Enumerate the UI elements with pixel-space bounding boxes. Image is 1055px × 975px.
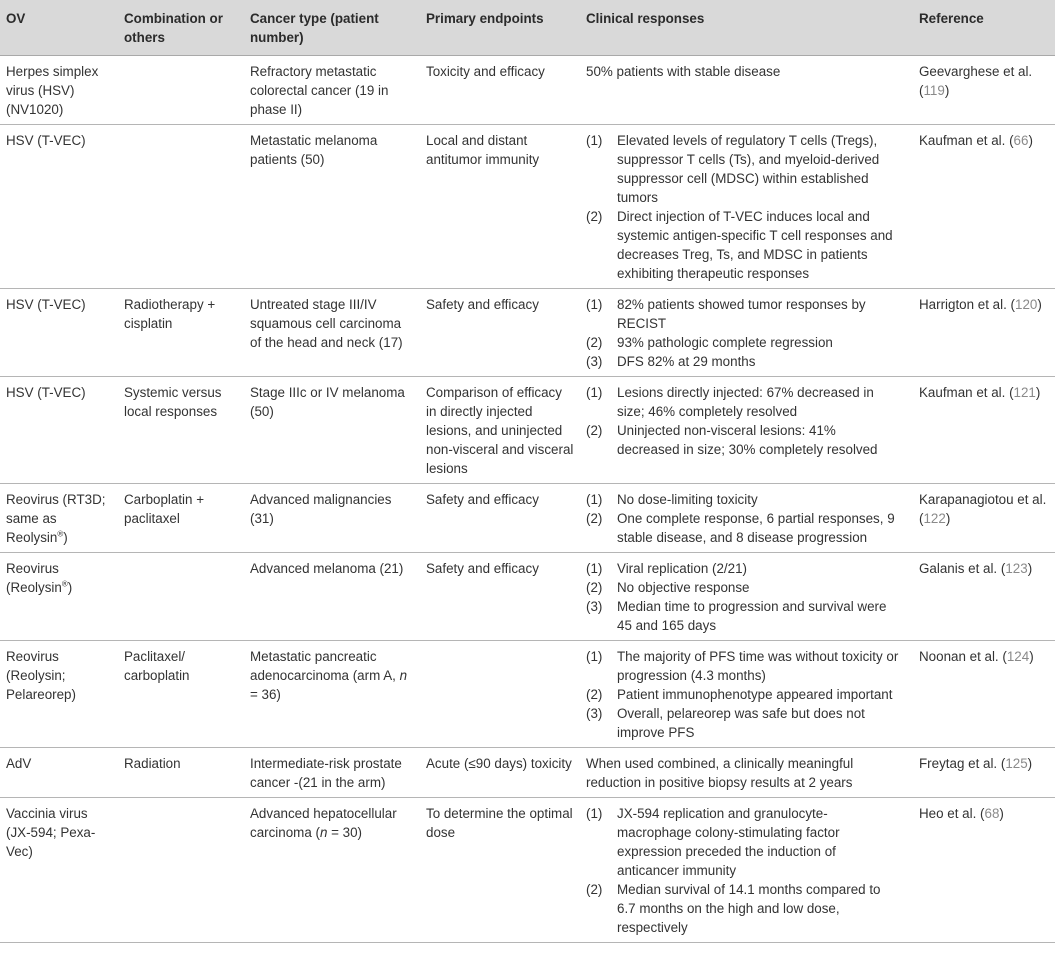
response-text: 82% patients showed tumor responses by RECIST	[617, 297, 866, 331]
response-text: No dose-limiting toxicity	[617, 492, 758, 507]
header-row	[0, 0, 1055, 56]
cell-cancer-type: Metastatic melanoma patients (50)	[250, 133, 378, 167]
table-row	[0, 484, 1055, 553]
response-item	[586, 578, 907, 597]
reference-close: )	[1028, 133, 1033, 148]
cell-cancer-type: Untreated stage III/IV squamous cell carcinoma of the head and neck (17)	[250, 297, 403, 350]
response-item	[586, 804, 907, 880]
header-combination: Combination or others	[124, 11, 223, 45]
response-text: No objective response	[617, 580, 750, 595]
reference-author: Geevarghese et al. (	[919, 64, 1033, 98]
citation-link[interactable]: 120	[1015, 297, 1038, 312]
response-text: Elevated levels of regulatory T cells (Tregs), suppressor T cells (Ts), and myeloid-derived suppressor cell (MDSC) within established tumors	[617, 133, 880, 205]
response-number: (2)	[586, 423, 603, 438]
response-text: Lesions directly injected: 67% decreased in size; 46% completely resolved	[617, 385, 874, 419]
citation-link[interactable]: 66	[1013, 133, 1029, 148]
cancer-text: Advanced hepatocellular carcinoma (	[250, 806, 397, 840]
cell-reference	[913, 289, 1055, 377]
cell-ov	[0, 553, 118, 641]
response-item	[586, 352, 907, 371]
header-clinical-responses: Clinical responses	[586, 11, 705, 26]
cell-primary-endpoints: Toxicity and efficacy	[426, 64, 545, 79]
reference-author: Harrigton et al. (	[919, 297, 1016, 312]
header-reference: Reference	[919, 11, 984, 26]
cell-ov: Vaccinia virus (JX-594; Pexa-Vec)	[6, 806, 96, 859]
ov-name-tail: )	[63, 530, 68, 545]
reference-author: Karapanagiotou et al. (	[919, 492, 1047, 526]
reference-author: Kaufman et al. (	[919, 385, 1014, 400]
citation-link[interactable]: 68	[984, 806, 1000, 821]
cell-primary-endpoints: Safety and efficacy	[426, 561, 539, 576]
table-row	[0, 553, 1055, 641]
cell-reference	[913, 798, 1055, 943]
cell-primary-endpoints: Acute (≤90 days) toxicity	[426, 756, 572, 771]
response-text: Uninjected non-visceral lesions: 41% decreased in size; 30% completely resolved	[617, 423, 878, 457]
response-list	[586, 383, 907, 459]
response-number: (2)	[586, 511, 603, 526]
reference-close: )	[945, 511, 951, 526]
response-item	[586, 685, 907, 704]
reference-close: )	[1035, 385, 1041, 400]
response-text: Direct injection of T-VEC induces local and systemic antigen-specific T cell responses and decreases Treg, Ts, and MDSC in patients exhibiting therapeutic responses	[617, 209, 893, 281]
cell-cancer-type	[244, 798, 420, 943]
cell-reference	[913, 56, 1055, 125]
cell-primary-endpoints: To determine the optimal dose	[426, 806, 573, 840]
reference-close: )	[1037, 297, 1042, 312]
cell-reference	[913, 484, 1055, 553]
reference-author: Freytag et al. (	[919, 756, 1006, 771]
reference-close: )	[1027, 561, 1033, 576]
cell-combination: Carboplatin + paclitaxel	[124, 492, 205, 526]
response-item	[586, 597, 907, 635]
response-item	[586, 333, 907, 352]
response-text: Overall, pelareorep was safe but does not improve PFS	[617, 706, 865, 740]
response-number: (1)	[586, 806, 603, 821]
reference-close: )	[944, 83, 950, 98]
response-number: (1)	[586, 561, 603, 576]
response-number: (1)	[586, 649, 603, 664]
response-item	[586, 559, 907, 578]
response-item	[586, 207, 907, 283]
cell-cancer-type: Intermediate-risk prostate cancer -(21 in the arm)	[250, 756, 402, 790]
response-number: (1)	[586, 133, 603, 148]
citation-link[interactable]: 124	[1006, 649, 1030, 664]
response-text: One complete response, 6 partial responses, 9 stable disease, and 8 disease progression	[617, 511, 895, 545]
response-text: JX-594 replication and granulocyte-macrophage colony-stimulating factor expression preceded the induction of anticancer immunity	[617, 806, 840, 878]
cancer-text-tail: = 30)	[327, 825, 363, 840]
response-list	[586, 295, 907, 371]
reference-author: Galanis et al. (	[919, 561, 1006, 576]
cell-primary-endpoints: Safety and efficacy	[426, 492, 539, 507]
response-number: (3)	[586, 706, 603, 721]
cell-clinical-responses	[580, 289, 913, 377]
cancer-text: Metastatic pancreatic adenocarcinoma (arm A,	[250, 649, 400, 683]
response-number: (1)	[586, 385, 603, 400]
table-header	[0, 0, 1055, 56]
registered-mark: ®	[61, 579, 68, 589]
cell-combination	[118, 56, 244, 125]
response-text: Median time to progression and survival were 45 and 165 days	[617, 599, 887, 633]
cell-cancer-type	[244, 641, 420, 748]
italic-n: n	[319, 825, 328, 840]
response-item	[586, 131, 907, 207]
response-number: (2)	[586, 209, 603, 224]
cell-ov: AdV	[6, 756, 32, 771]
registered-mark: ®	[57, 529, 64, 539]
citation-link[interactable]: 123	[1005, 561, 1028, 576]
response-list	[586, 804, 907, 937]
cancer-text-tail: = 36)	[250, 687, 281, 702]
table-row	[0, 641, 1055, 748]
response-item	[586, 509, 907, 547]
table-row	[0, 289, 1055, 377]
ov-name-tail: )	[67, 580, 73, 595]
cell-primary-endpoints: Safety and efficacy	[426, 297, 539, 312]
table-row	[0, 125, 1055, 289]
citation-link[interactable]: 125	[1005, 756, 1028, 771]
response-text: The majority of PFS time was without toxicity or progression (4.3 months)	[617, 649, 899, 683]
cell-clinical-responses	[580, 798, 913, 943]
cell-combination	[118, 125, 244, 289]
response-number: (2)	[586, 687, 603, 702]
response-list	[586, 559, 907, 635]
response-list	[586, 490, 907, 547]
response-list	[586, 131, 907, 283]
cell-ov: HSV (T-VEC)	[6, 385, 86, 400]
cell-combination: Paclitaxel/ carboplatin	[124, 649, 190, 683]
response-text: Median survival of 14.1 months compared to 6.7 months on the high and low dose, respectively	[617, 882, 881, 935]
response-number: (1)	[586, 297, 603, 312]
response-item	[586, 490, 907, 509]
cell-combination	[118, 553, 244, 641]
response-number: (1)	[586, 492, 603, 507]
cell-cancer-type: Stage IIIc or IV melanoma (50)	[250, 385, 405, 419]
cell-ov: Reovirus (Reolysin; Pelareorep)	[6, 649, 76, 702]
cell-cancer-type: Advanced malignancies (31)	[250, 492, 392, 526]
cell-ov: Herpes simplex virus (HSV) (NV1020)	[6, 64, 99, 117]
cell-clinical-responses: 50% patients with stable disease	[586, 64, 781, 79]
cell-clinical-responses	[580, 641, 913, 748]
cell-reference	[913, 125, 1055, 289]
citation-link[interactable]: 119	[923, 83, 945, 98]
cell-combination: Systemic versus local responses	[124, 385, 222, 419]
cell-reference	[913, 553, 1055, 641]
cell-ov: HSV (T-VEC)	[6, 297, 86, 312]
response-number: (2)	[586, 580, 603, 595]
cell-clinical-responses	[580, 484, 913, 553]
cell-ov: HSV (T-VEC)	[6, 133, 86, 148]
table-body	[0, 56, 1055, 943]
response-item	[586, 880, 907, 937]
reference-close: )	[1029, 649, 1034, 664]
response-text: Patient immunophenotype appeared important	[617, 687, 893, 702]
ov-name: Reovirus (RT3D; same as Reolysin	[6, 492, 106, 545]
response-item	[586, 295, 907, 333]
table-row	[0, 798, 1055, 943]
cell-reference	[913, 377, 1055, 484]
response-text: 93% pathologic complete regression	[617, 335, 833, 350]
response-number: (2)	[586, 882, 603, 897]
cell-cancer-type: Advanced melanoma (21)	[250, 561, 404, 576]
cell-primary-endpoints	[420, 641, 580, 748]
response-item	[586, 647, 907, 685]
cell-reference	[913, 641, 1055, 748]
cell-ov	[0, 484, 118, 553]
response-list	[586, 647, 907, 742]
citation-link[interactable]: 122	[923, 511, 946, 526]
cell-clinical-responses	[580, 553, 913, 641]
reference-close: )	[1027, 756, 1033, 771]
italic-n: n	[399, 668, 408, 683]
reference-author: Heo et al. (	[919, 806, 985, 821]
cell-primary-endpoints: Comparison of efficacy in directly injected lesions, and uninjected non-visceral and visceral lesions	[426, 385, 574, 476]
response-text: Viral replication (2/21)	[617, 561, 748, 576]
cell-clinical-responses	[580, 125, 913, 289]
response-number: (2)	[586, 335, 603, 350]
cell-clinical-responses	[580, 377, 913, 484]
cell-cancer-type: Refractory metastatic colorectal cancer (19 in phase II)	[250, 64, 389, 117]
cell-clinical-responses: When used combined, a clinically meaningful reduction in positive biopsy results at 2 years	[586, 756, 854, 790]
response-item	[586, 421, 907, 459]
reference-author: Kaufman et al. (	[919, 133, 1014, 148]
cell-reference	[913, 748, 1055, 798]
response-item	[586, 704, 907, 742]
header-cancer-type: Cancer type (patient number)	[250, 11, 379, 45]
response-number: (3)	[586, 354, 603, 369]
cell-combination: Radiotherapy + cisplatin	[124, 297, 216, 331]
table-row	[0, 377, 1055, 484]
response-number: (3)	[586, 599, 603, 614]
cell-combination	[118, 798, 244, 943]
response-text: DFS 82% at 29 months	[617, 354, 756, 369]
cell-primary-endpoints: Local and distant antitumor immunity	[426, 133, 540, 167]
reference-author: Noonan et al. (	[919, 649, 1007, 664]
response-item	[586, 383, 907, 421]
reference-close: )	[999, 806, 1004, 821]
cell-combination: Radiation	[124, 756, 181, 771]
table-row	[0, 56, 1055, 125]
table-row	[0, 748, 1055, 798]
header-primary-endpoints: Primary endpoints	[426, 11, 544, 26]
citation-link[interactable]: 121	[1013, 385, 1036, 400]
header-ov: OV	[6, 11, 26, 26]
ov-name: Reovirus (Reolysin	[6, 561, 62, 595]
